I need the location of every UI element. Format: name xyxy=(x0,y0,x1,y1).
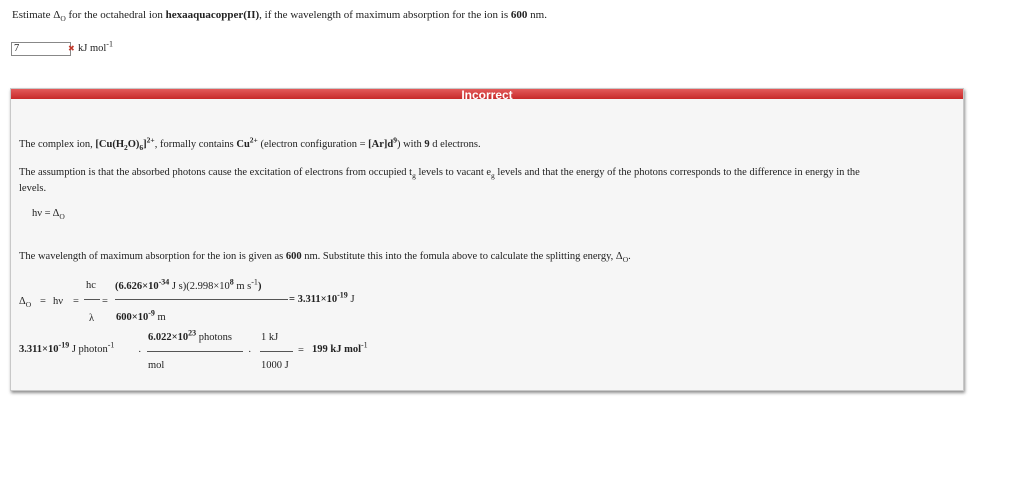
calc2-result: 199 kJ mol$^{-1}$ xyxy=(312,340,368,355)
calc1-lambda: λ xyxy=(89,313,95,324)
calc1-lhs: $\Delta_O$ xyxy=(19,296,32,310)
calc2-avogadro-numerator: $6.022\times 10^{23}$ photons xyxy=(148,328,232,343)
x-icon: ✖ xyxy=(68,44,75,53)
calc1-fraction-bar xyxy=(115,299,288,300)
feedback-status-label: Incorrect xyxy=(461,88,513,102)
calc1-eq: = xyxy=(40,296,46,307)
question-text: Estimate $\Delta_O$ for the octahedral ion hexaaquacopper(II), if the wavelength of maximum absorption for the ion is 600 nm. xyxy=(12,9,547,24)
calc2-photon-energy: $3.311\times 10^{-19}$ J photon$^{-1}$ xyxy=(19,340,115,355)
answer-unit: kJ mol$^{-1}$ xyxy=(78,39,113,54)
feedback-paragraph-assumption: The assumption is that the absorbed photons cause the excitation of electrons from occupied $t_g$ levels to vacant $e_g$ levels and that the energy of the photons corresponds to the difference in energy in the xyxy=(19,167,860,181)
calc1-numerator: ($6.626\times 10^{-34}$ J $s)(2.998\times 10^8$ m $s^{-1}$) xyxy=(115,277,262,292)
feedback-header xyxy=(11,88,963,102)
equation-hv-delta: $h\nu = \Delta_O$ xyxy=(32,208,65,222)
calc2-times1: · xyxy=(138,347,142,358)
calc2-eq: = xyxy=(298,345,304,356)
answer-input[interactable]: 7 xyxy=(11,42,71,56)
calc1-denominator: $600\times 10^{-9}$ m xyxy=(116,308,166,323)
feedback-panel xyxy=(10,88,964,391)
feedback-paragraph-assumption-line2: levels. xyxy=(19,183,47,194)
calc2-avogadro-fraction-bar xyxy=(147,351,243,352)
calc2-conversion-fraction-bar xyxy=(260,351,293,352)
calc1-hv: hν xyxy=(53,296,63,307)
feedback-paragraph-complex: The complex ion, $[Cu(H_2O)_6]^{2+}$, formally contains $Cu^{2+}$ (electron configuration = $[Ar]d^9$) with 9 d electrons. xyxy=(19,135,481,153)
calc1-result: = $3.311\times 10^{-19}$ J xyxy=(289,290,355,305)
calc1-eq3: = xyxy=(102,296,108,307)
calc1-hc: hc xyxy=(86,280,96,291)
calc2-conversion-numerator: 1 kJ xyxy=(261,332,279,343)
calc2-avogadro-denominator: mol xyxy=(148,360,165,371)
calc1-eq2: = xyxy=(73,296,79,307)
calc2-conversion-denominator: 1000 J xyxy=(261,360,289,371)
calc1-hc-fraction-bar xyxy=(84,299,100,300)
calc2-times2: · xyxy=(248,347,252,358)
feedback-paragraph-wavelength: The wavelength of maximum absorption for the ion is given as 600 nm. Substitute this into the fomula above to calculate the splitting energy, $\Delta_O$. xyxy=(19,251,631,265)
